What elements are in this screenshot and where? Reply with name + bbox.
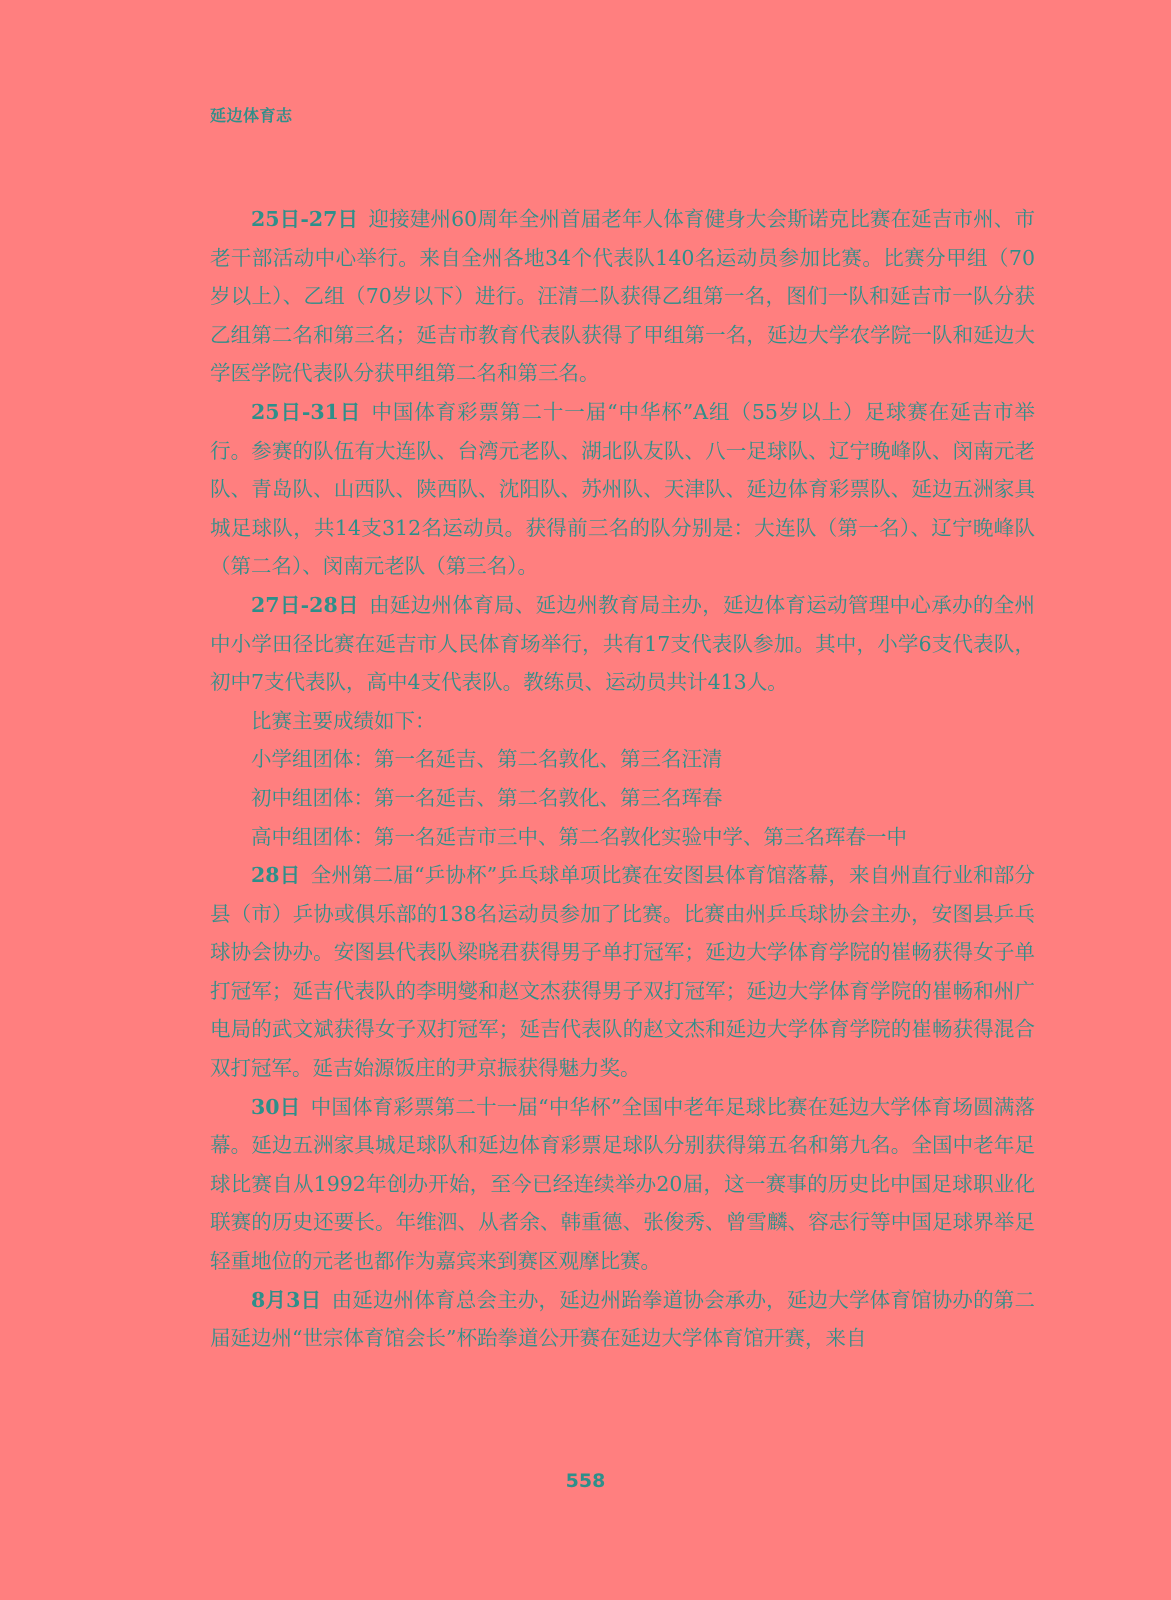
results-primary: 小学组团体：第一名延吉、第二名敦化、第三名汪清 bbox=[251, 747, 723, 772]
entry-text: 迎接建州60周年全州首届老年人体育健身大会斯诺克比赛在延吉市州、市老干部活动中心举行。来自全州各地34个代表队140名运动员参加比赛。比赛分甲组（70岁以上）、乙组（70岁以下）进行。汪清二队获得乙组第一名，图们一队和延吉市一队分获乙组第二名和第三名；延吉市教育代表队获得了甲组第一名，延边大学农学院一队和延边大学医学院代表队分获甲组第二名和第三名。 bbox=[210, 207, 1035, 386]
results-senior: 高中组团体：第一名延吉市三中、第二名敦化实验中学、第三名珲春一中 bbox=[251, 824, 907, 849]
results-junior: 初中组团体：第一名延吉、第二名敦化、第三名珲春 bbox=[251, 785, 723, 810]
entry-paragraph bbox=[210, 1088, 1035, 1281]
entry-paragraph bbox=[210, 393, 1035, 586]
entry-paragraph bbox=[210, 856, 1035, 1088]
entry-paragraph bbox=[210, 1281, 1035, 1358]
entry-text: 由延边州体育局、延边州教育局主办，延边体育运动管理中心承办的全州中小学田径比赛在延吉市人民体育场举行，共有17支代表队参加。其中，小学6支代表队，初中7支代表队，高中4支代表队。教练员、运动员共计413人。 bbox=[210, 592, 1035, 695]
entry-date: 28日 bbox=[251, 863, 301, 888]
entry-paragraph bbox=[210, 200, 1035, 393]
entry-paragraph bbox=[210, 586, 1035, 702]
entry-date: 30日 bbox=[251, 1094, 301, 1119]
page-number: 558 bbox=[565, 1470, 606, 1492]
entry-text: 中国体育彩票第二十一届“中华杯”全国中老年足球比赛在延边大学体育场圆满落幕。延边五洲家具城足球队和延边体育彩票足球队分别获得第五名和第九名。全国中老年足球比赛自从1992年创办开始，至今已经连续举办20届，这一赛事的历史比中国足球职业化联赛的历史还要长。年维泗、从者余、韩重德、张俊秀、曾雪麟、容志行等中国足球界举足轻重地位的元老也都作为嘉宾来到赛区观摩比赛。 bbox=[210, 1094, 1035, 1274]
page-body bbox=[210, 200, 1035, 1358]
results-intro: 比赛主要成绩如下： bbox=[251, 708, 436, 733]
entry-text: 中国体育彩票第二十一届“中华杯”A组（55岁以上）足球赛在延吉市举行。参赛的队伍有大连队、台湾元老队、湖北队友队、八一足球队、辽宁晚峰队、闵南元老队、青岛队、山西队、陕西队、沈阳队、苏州队、天津队、延边体育彩票队、延边五洲家具城足球队，共14支312名运动员。获得前三名的队分别是：大连队（第一名）、辽宁晚峰队（第二名）、闵南元老队（第三名）。 bbox=[210, 399, 1035, 579]
entry-text: 全州第二届“乒协杯”乒乓球单项比赛在安图县体育馆落幕，来自州直行业和部分县（市）乒协或俱乐部的138名运动员参加了比赛。比赛由州乒乓球协会主办，安图县乒乓球协会协办。安图县代表队梁晓君获得男子单打冠军；延边大学体育学院的崔畅获得女子单打冠军；延吉代表队的李明燮和赵文杰获得男子双打冠军；延边大学体育学院的崔畅和州广电局的武文斌获得女子双打冠军；延吉代表队的赵文杰和延边大学体育学院的崔畅获得混合双打冠军。延吉始源饭庄的尹京振获得魅力奖。 bbox=[210, 863, 1035, 1081]
entry-text: 由延边州体育总会主办，延边州跆拳道协会承办，延边大学体育馆协办的第二届延边州“世宗体育馆会长”杯跆拳道公开赛在延边大学体育馆开赛，来自 bbox=[210, 1287, 1035, 1351]
entry-date: 27日-28日 bbox=[251, 592, 359, 617]
entry-date: 25日-27日 bbox=[251, 207, 359, 231]
entry-date: 8月3日 bbox=[251, 1287, 322, 1312]
entry-date: 25日-31日 bbox=[251, 399, 362, 424]
running-header: 延边体育志 bbox=[210, 106, 293, 125]
